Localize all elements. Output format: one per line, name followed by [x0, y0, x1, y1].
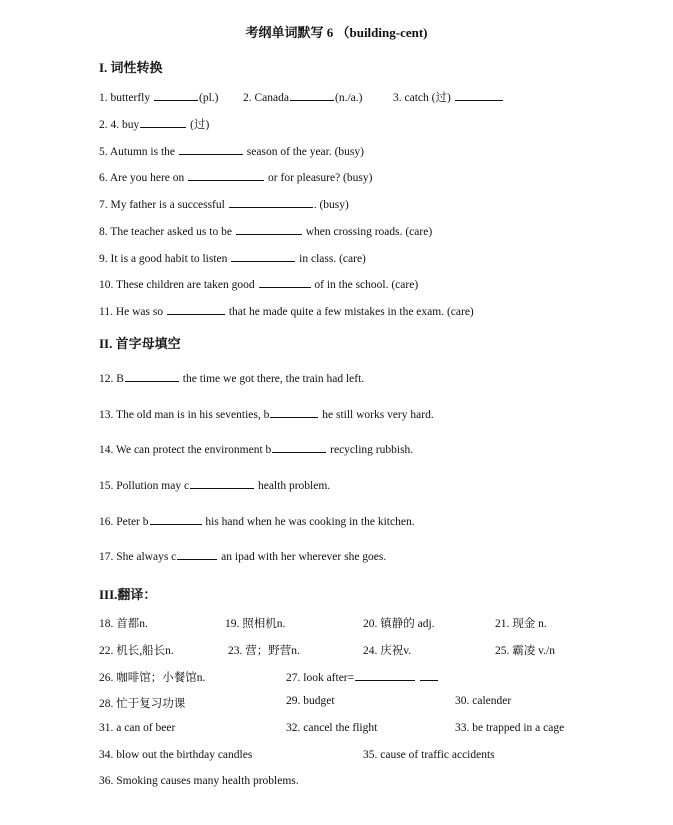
question-12-text-end: the time we got there, the train had left. [179, 373, 365, 385]
question-3-row [393, 89, 504, 105]
question-26: 26. 咖啡馆；小餐馆n. [99, 672, 206, 684]
question-8-text-end: when crossing roads. (care) [302, 226, 433, 238]
answer-blank[interactable] [455, 89, 503, 101]
question-6-text: 6. Are you here on [99, 172, 188, 184]
answer-blank[interactable] [179, 143, 243, 155]
question-18: 18. 首都n. [99, 618, 148, 630]
question-7-text-end: . (busy) [313, 199, 349, 211]
section-heading-3: III.翻译： [99, 587, 157, 602]
question-22: 22. 机长,船长n. [99, 645, 174, 657]
question-24: 24. 庆祝v. [363, 645, 412, 657]
answer-blank[interactable] [177, 548, 217, 560]
answer-blank[interactable] [420, 669, 438, 681]
question-13-text-end: he still works very hard. [319, 409, 434, 421]
question-14-text-end: recycling rubbish. [327, 444, 414, 456]
answer-blank[interactable] [270, 406, 318, 418]
question-3-text: 3. catch (过) [393, 92, 451, 104]
question-7-row [99, 196, 349, 211]
question-29: 29. budget [286, 695, 335, 707]
question-11-text: 11. He was so [99, 306, 166, 318]
section-heading-2: II. 首字母填空 [99, 336, 181, 351]
question-17-text-end: an ipad with her wherever she goes. [218, 551, 387, 563]
question-16-row [99, 513, 415, 528]
question-9-text: 9. It is a good habit to listen [99, 253, 231, 265]
question-9-row [99, 250, 366, 265]
question-15-row [99, 477, 330, 492]
question-34: 34. blow out the birthday candles [99, 749, 253, 761]
question-1-text: 1. butterfly [99, 92, 151, 104]
question-16-text: 16. Peter b [99, 516, 149, 528]
answer-blank[interactable] [150, 513, 202, 525]
question-27: 27. look after= [286, 672, 355, 684]
question-10-text-end: of in the school. (care) [311, 279, 419, 291]
answer-blank[interactable] [167, 303, 225, 315]
question-4-hint: (过) [187, 119, 210, 131]
question-6-text-end: or for pleasure? (busy) [265, 172, 373, 184]
question-12-row [99, 370, 364, 385]
question-32: 32. cancel the flight [286, 722, 378, 734]
answer-blank[interactable] [188, 169, 264, 181]
answer-blank[interactable] [125, 370, 179, 382]
answer-blank[interactable] [190, 477, 254, 489]
page-title: 考纲单词默写 6 （building-cent) [245, 25, 428, 40]
question-14-row [99, 441, 413, 456]
question-28: 28. 忙于复习功课 [99, 698, 186, 710]
question-5-text: 5. Autumn is the [99, 146, 178, 158]
answer-blank[interactable] [229, 196, 313, 208]
question-1-row [99, 89, 218, 104]
answer-blank[interactable] [272, 441, 326, 453]
answer-blank[interactable] [355, 669, 415, 681]
question-8-row [99, 223, 432, 238]
question-30: 30. calender [455, 695, 512, 707]
answer-blank[interactable] [290, 89, 334, 101]
question-4-row [99, 116, 209, 132]
answer-blank[interactable] [259, 276, 311, 288]
question-10-text: 10. These children are taken good [99, 279, 258, 291]
question-15-text-end: health problem. [255, 480, 331, 492]
question-7-text: 7. My father is a successful [99, 199, 228, 211]
question-16-text-end: his hand when he was cooking in the kitchen. [202, 516, 415, 528]
question-17-row [99, 548, 386, 563]
question-35: 35. cause of traffic accidents [363, 749, 495, 761]
answer-blank[interactable] [154, 89, 198, 101]
question-4-text: 2. 4. buy [99, 119, 140, 131]
question-25: 25. 霸凌 v./n [495, 645, 555, 657]
question-2-row [243, 89, 362, 104]
question-12-text: 12. B [99, 373, 124, 385]
question-11-text-end: that he made quite a few mistakes in the exam. (care) [225, 306, 474, 318]
question-10-row [99, 276, 418, 291]
question-19: 19. 照相机n. [225, 618, 286, 630]
section-heading-1: I. 词性转换 [99, 60, 163, 75]
question-21: 21. 现金 n. [495, 618, 547, 630]
question-9-text-end: in class. (care) [296, 253, 366, 265]
answer-blank[interactable] [231, 250, 295, 262]
question-14-text: 14. We can protect the environment b [99, 444, 272, 456]
question-2-text: 2. Canada [243, 92, 289, 104]
question-5-text-end: season of the year. (busy) [243, 146, 364, 158]
question-27-row [286, 669, 439, 684]
question-23: 23. 营；野营n. [228, 645, 300, 657]
question-13-row [99, 406, 434, 421]
question-36: 36. Smoking causes many health problems. [99, 775, 299, 787]
question-1-hint: (pl.) [198, 92, 219, 104]
question-5-row [99, 143, 364, 158]
question-20: 20. 镇静的 adj. [363, 618, 435, 630]
question-33: 33. be trapped in a cage [455, 722, 565, 734]
question-13-text: 13. The old man is in his seventies, b [99, 409, 270, 421]
question-11-row [99, 303, 474, 318]
question-15-text: 15. Pollution may c [99, 480, 190, 492]
question-8-text: 8. The teacher asked us to be [99, 226, 235, 238]
question-31: 31. a can of beer [99, 722, 176, 734]
question-6-row [99, 169, 372, 184]
question-2-hint: (n./a.) [334, 92, 363, 104]
answer-blank[interactable] [140, 116, 186, 128]
question-17-text: 17. She always c [99, 551, 177, 563]
answer-blank[interactable] [236, 223, 302, 235]
